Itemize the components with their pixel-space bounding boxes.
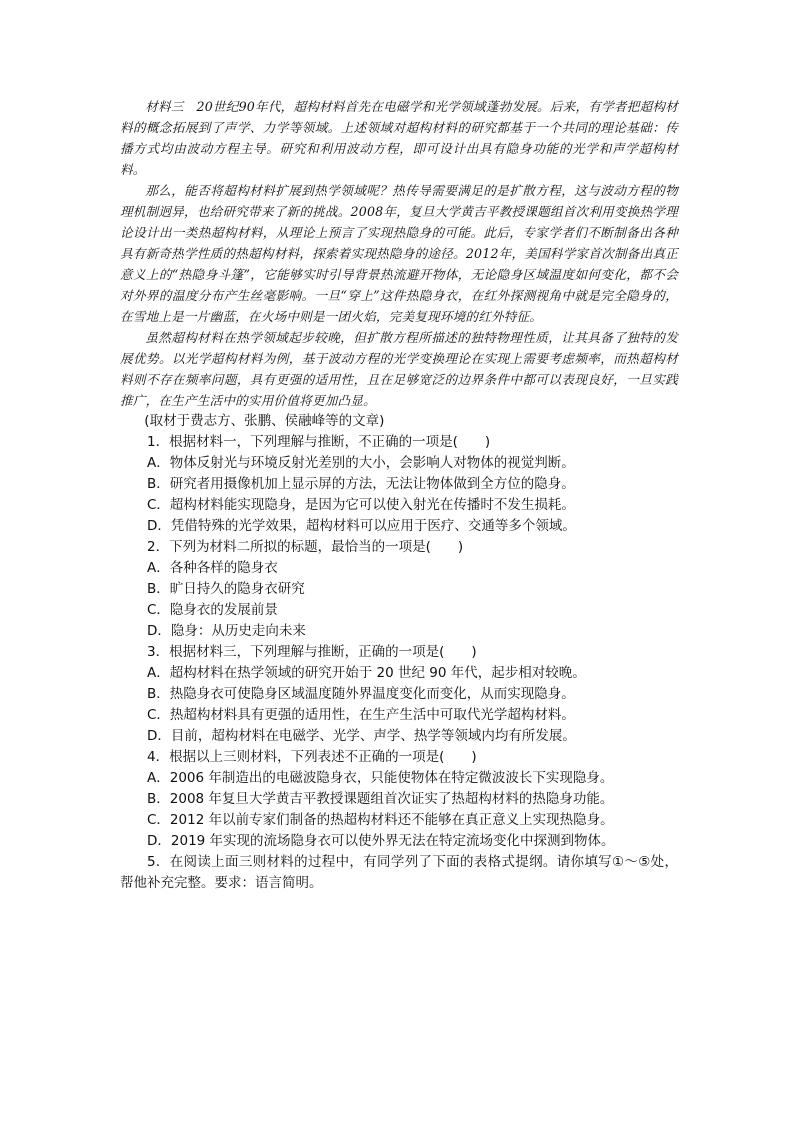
option-b: B．热隐身衣可使隐身区域温度随外界温度变化而变化，从而实现隐身。 [147,686,575,702]
option-c: C．2012 年以前专家们制备的热超构材料还不能够在真正意义上实现热隐身。 [147,812,614,828]
option-d: D．2019 年实现的流场隐身衣可以使外界无法在特定流场变化中探测到物体。 [147,833,615,849]
option-c: C．超构材料能实现隐身，是因为它可以使入射光在传播时不发生损耗。 [147,497,575,513]
option-d: D．隐身：从历史走向未来 [147,623,306,639]
question-stem: 3．根据材料三，下列理解与推断，正确的一项是( ) [147,644,477,660]
question-5: 5．在阅读上面三则材料的过程中，有同学列了下面的表格式提纲。请你填写①～⑤处，帮他补充完整。要求：语言简明。 [120,854,678,891]
material3-paragraph-2: 那么，能否将超构材料扩展到热学领域呢？热传导需要满足的是扩散方程，这与波动方程的物理机制迥异，也给研究带来了新的挑战。2008年，复旦大学黄吉平教授课题组首次利用变换热学理论设计出一类热超构材料，从理论上预言了实现热隐身的可能。此后，专家学者们不断制备出各种具有新奇热学性质的热超构材料，探索着实现热隐身的途径。2012年，美国科学家首次制备出真正意义上的“热隐身斗篷”，它能够实时引导背景热流避开物体，无论隐身区域温度如何变化，都不会对外界的温度分布产生丝毫影响。一旦“穿上”这件热隐身衣，在红外探测视角中就是完全隐身的，在雪地上是一片幽蓝，在火场中则是一团火焰，完美复现环境的红外特征。 [120,183,678,324]
material3-paragraph-3: 虽然超构材料在热学领域起步较晚，但扩散方程所描述的独特物理性质，让其具备了独特的发展优势。以光学超构材料为例，基于波动方程的光学变换理论在实现上需要考虑频率，而热超构材料则不存在频率问题，具有更强的适用性，且在足够宽泛的边界条件中都可以表现良好，一旦实践推广，在生产生活中的实用价值将更加凸显。 [120,330,678,408]
option-b: B．研究者用摄像机加上显示屏的方法，无法让物体做到全方位的隐身。 [147,476,575,492]
option-a: A．超构材料在热学领域的研究开始于 20 世纪 90 年代，起步相对较晚。 [147,665,586,681]
question-3 [120,642,678,747]
material3-paragraph-1-text: 20世纪90年代，超构材料首先在电磁学和光学领域蓬勃发展。后来，有学者把超构材料的概念拓展到了声学、力学等领域。上述领域对超构材料的研究都基于一个共同的理论基础：传播方式均由波动方程主导。研究和利用波动方程，即可设计出具有隐身功能的光学和声学超构材料。 [120,99,679,177]
option-c: C．热超构材料具有更强的适用性，在生产生活中可取代光学超构材料。 [147,707,575,723]
material3-label: 材料三 [145,99,184,114]
option-b: B．2008 年复旦大学黄吉平教授课题组首次证实了热超构材料的热隐身功能。 [147,791,614,807]
question-2 [120,537,678,642]
option-b: B．旷日持久的隐身衣研究 [147,581,305,597]
option-a: A．2006 年制造出的电磁波隐身衣，只能使物体在特定微波波长下实现隐身。 [147,770,614,786]
source-citation: (取材于费志方、张鹏、侯融峰等的文章) [144,413,385,429]
option-a: A．各种各样的隐身衣 [147,560,278,576]
question-1 [120,432,678,537]
question-stem: 4．根据以上三则材料，下列表述不正确的一项是( ) [147,749,477,765]
question-stem: 1．根据材料一，下列理解与推断，不正确的一项是( ) [147,434,491,450]
document-page [120,96,678,894]
option-d: D．凭借特殊的光学效果，超构材料可以应用于医疗、交通等多个领域。 [147,518,576,534]
question-4 [120,747,678,852]
material3-paragraph-1 [120,96,678,180]
question-stem: 2．下列为材料二所拟的标题，最恰当的一项是( ) [147,539,464,555]
option-a: A．物体反射光与环境反射光差别的大小，会影响人对物体的视觉判断。 [147,455,575,471]
option-d: D．目前，超构材料在电磁学、光学、声学、热学等领域内均有所发展。 [147,728,576,744]
option-c: C．隐身衣的发展前景 [147,602,278,618]
